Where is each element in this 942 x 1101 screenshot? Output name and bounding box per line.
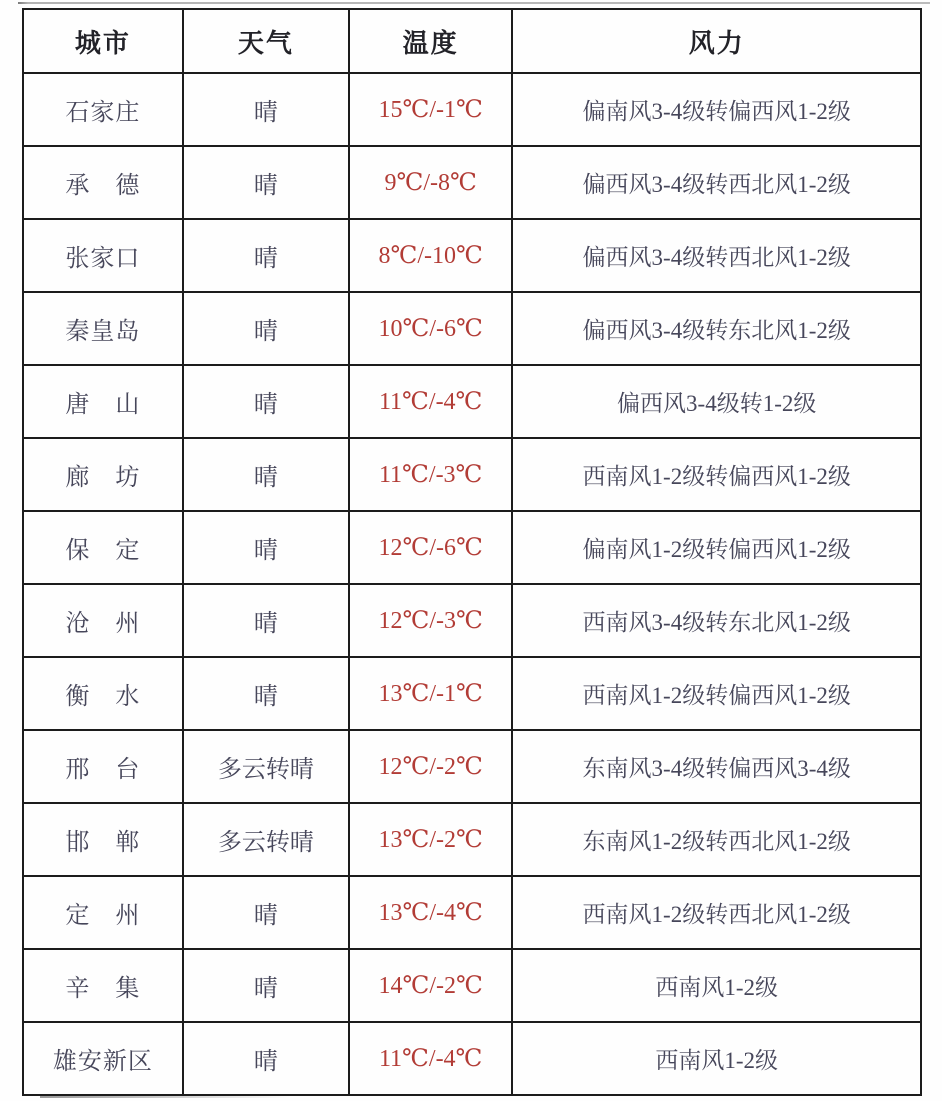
city-cell: 雄安新区: [23, 1022, 183, 1095]
weather-cell: 晴: [183, 292, 349, 365]
temperature-cell: 8℃/-10℃: [349, 219, 512, 292]
weather-cell: 晴: [183, 365, 349, 438]
table-row: [23, 584, 921, 657]
temperature-cell: 12℃/-6℃: [349, 511, 512, 584]
city-cell: 张家口: [23, 219, 183, 292]
weather-cell: 晴: [183, 1022, 349, 1095]
temperature-cell: 13℃/-4℃: [349, 876, 512, 949]
temperature-cell: 12℃/-3℃: [349, 584, 512, 657]
weather-cell: 多云转晴: [183, 803, 349, 876]
header-city: 城市: [23, 9, 183, 73]
wind-cell: 东南风1-2级转西北风1-2级: [512, 803, 921, 876]
wind-cell: 偏西风3-4级转东北风1-2级: [512, 292, 921, 365]
wind-cell: 西南风1-2级转偏西风1-2级: [512, 438, 921, 511]
table-row: [23, 73, 921, 146]
city-cell: 辛 集: [23, 949, 183, 1022]
table-row: [23, 1022, 921, 1095]
temperature-cell: 11℃/-4℃: [349, 1022, 512, 1095]
header-row: [23, 9, 921, 73]
table-row: [23, 876, 921, 949]
weather-cell: 晴: [183, 876, 349, 949]
weather-cell: 晴: [183, 511, 349, 584]
table-row: [23, 657, 921, 730]
city-cell: 邢 台: [23, 730, 183, 803]
weather-cell: 晴: [183, 219, 349, 292]
weather-cell: 晴: [183, 73, 349, 146]
temperature-cell: 13℃/-1℃: [349, 657, 512, 730]
weather-cell: 晴: [183, 949, 349, 1022]
weather-cell: 晴: [183, 657, 349, 730]
wind-cell: 偏南风3-4级转偏西风1-2级: [512, 73, 921, 146]
table-row: [23, 511, 921, 584]
table-row: [23, 219, 921, 292]
city-cell: 唐 山: [23, 365, 183, 438]
temperature-cell: 10℃/-6℃: [349, 292, 512, 365]
city-cell: 石家庄: [23, 73, 183, 146]
top-edge-artifact-line: [18, 2, 930, 4]
city-cell: 定 州: [23, 876, 183, 949]
temperature-cell: 14℃/-2℃: [349, 949, 512, 1022]
temperature-cell: 12℃/-2℃: [349, 730, 512, 803]
wind-cell: 偏西风3-4级转西北风1-2级: [512, 146, 921, 219]
city-cell: 秦皇岛: [23, 292, 183, 365]
header-temperature: 温度: [349, 9, 512, 73]
city-cell: 邯 郸: [23, 803, 183, 876]
city-cell: 保 定: [23, 511, 183, 584]
wind-cell: 西南风1-2级转西北风1-2级: [512, 876, 921, 949]
weather-cell: 晴: [183, 146, 349, 219]
table-row: [23, 146, 921, 219]
table-row: [23, 438, 921, 511]
wind-cell: 偏西风3-4级转1-2级: [512, 365, 921, 438]
temperature-cell: 11℃/-4℃: [349, 365, 512, 438]
wind-cell: 西南风3-4级转东北风1-2级: [512, 584, 921, 657]
table-row: [23, 730, 921, 803]
wind-cell: 西南风1-2级转偏西风1-2级: [512, 657, 921, 730]
table-body: [23, 73, 921, 1095]
wind-cell: 偏西风3-4级转西北风1-2级: [512, 219, 921, 292]
table-row: [23, 365, 921, 438]
table-row: [23, 803, 921, 876]
temperature-cell: 15℃/-1℃: [349, 73, 512, 146]
weather-cell: 晴: [183, 584, 349, 657]
weather-cell: 多云转晴: [183, 730, 349, 803]
weather-cell: 晴: [183, 438, 349, 511]
temperature-cell: 9℃/-8℃: [349, 146, 512, 219]
city-cell: 承 德: [23, 146, 183, 219]
header-weather: 天气: [183, 9, 349, 73]
city-cell: 衡 水: [23, 657, 183, 730]
wind-cell: 东南风3-4级转偏西风3-4级: [512, 730, 921, 803]
city-cell: 廊 坊: [23, 438, 183, 511]
temperature-cell: 11℃/-3℃: [349, 438, 512, 511]
wind-cell: 西南风1-2级: [512, 1022, 921, 1095]
bottom-edge-artifact-line: [40, 1096, 290, 1098]
wind-cell: 偏南风1-2级转偏西风1-2级: [512, 511, 921, 584]
table-row: [23, 292, 921, 365]
header-wind: 风力: [512, 9, 921, 73]
wind-cell: 西南风1-2级: [512, 949, 921, 1022]
city-cell: 沧 州: [23, 584, 183, 657]
temperature-cell: 13℃/-2℃: [349, 803, 512, 876]
weather-table: [22, 8, 922, 1096]
table-row: [23, 949, 921, 1022]
